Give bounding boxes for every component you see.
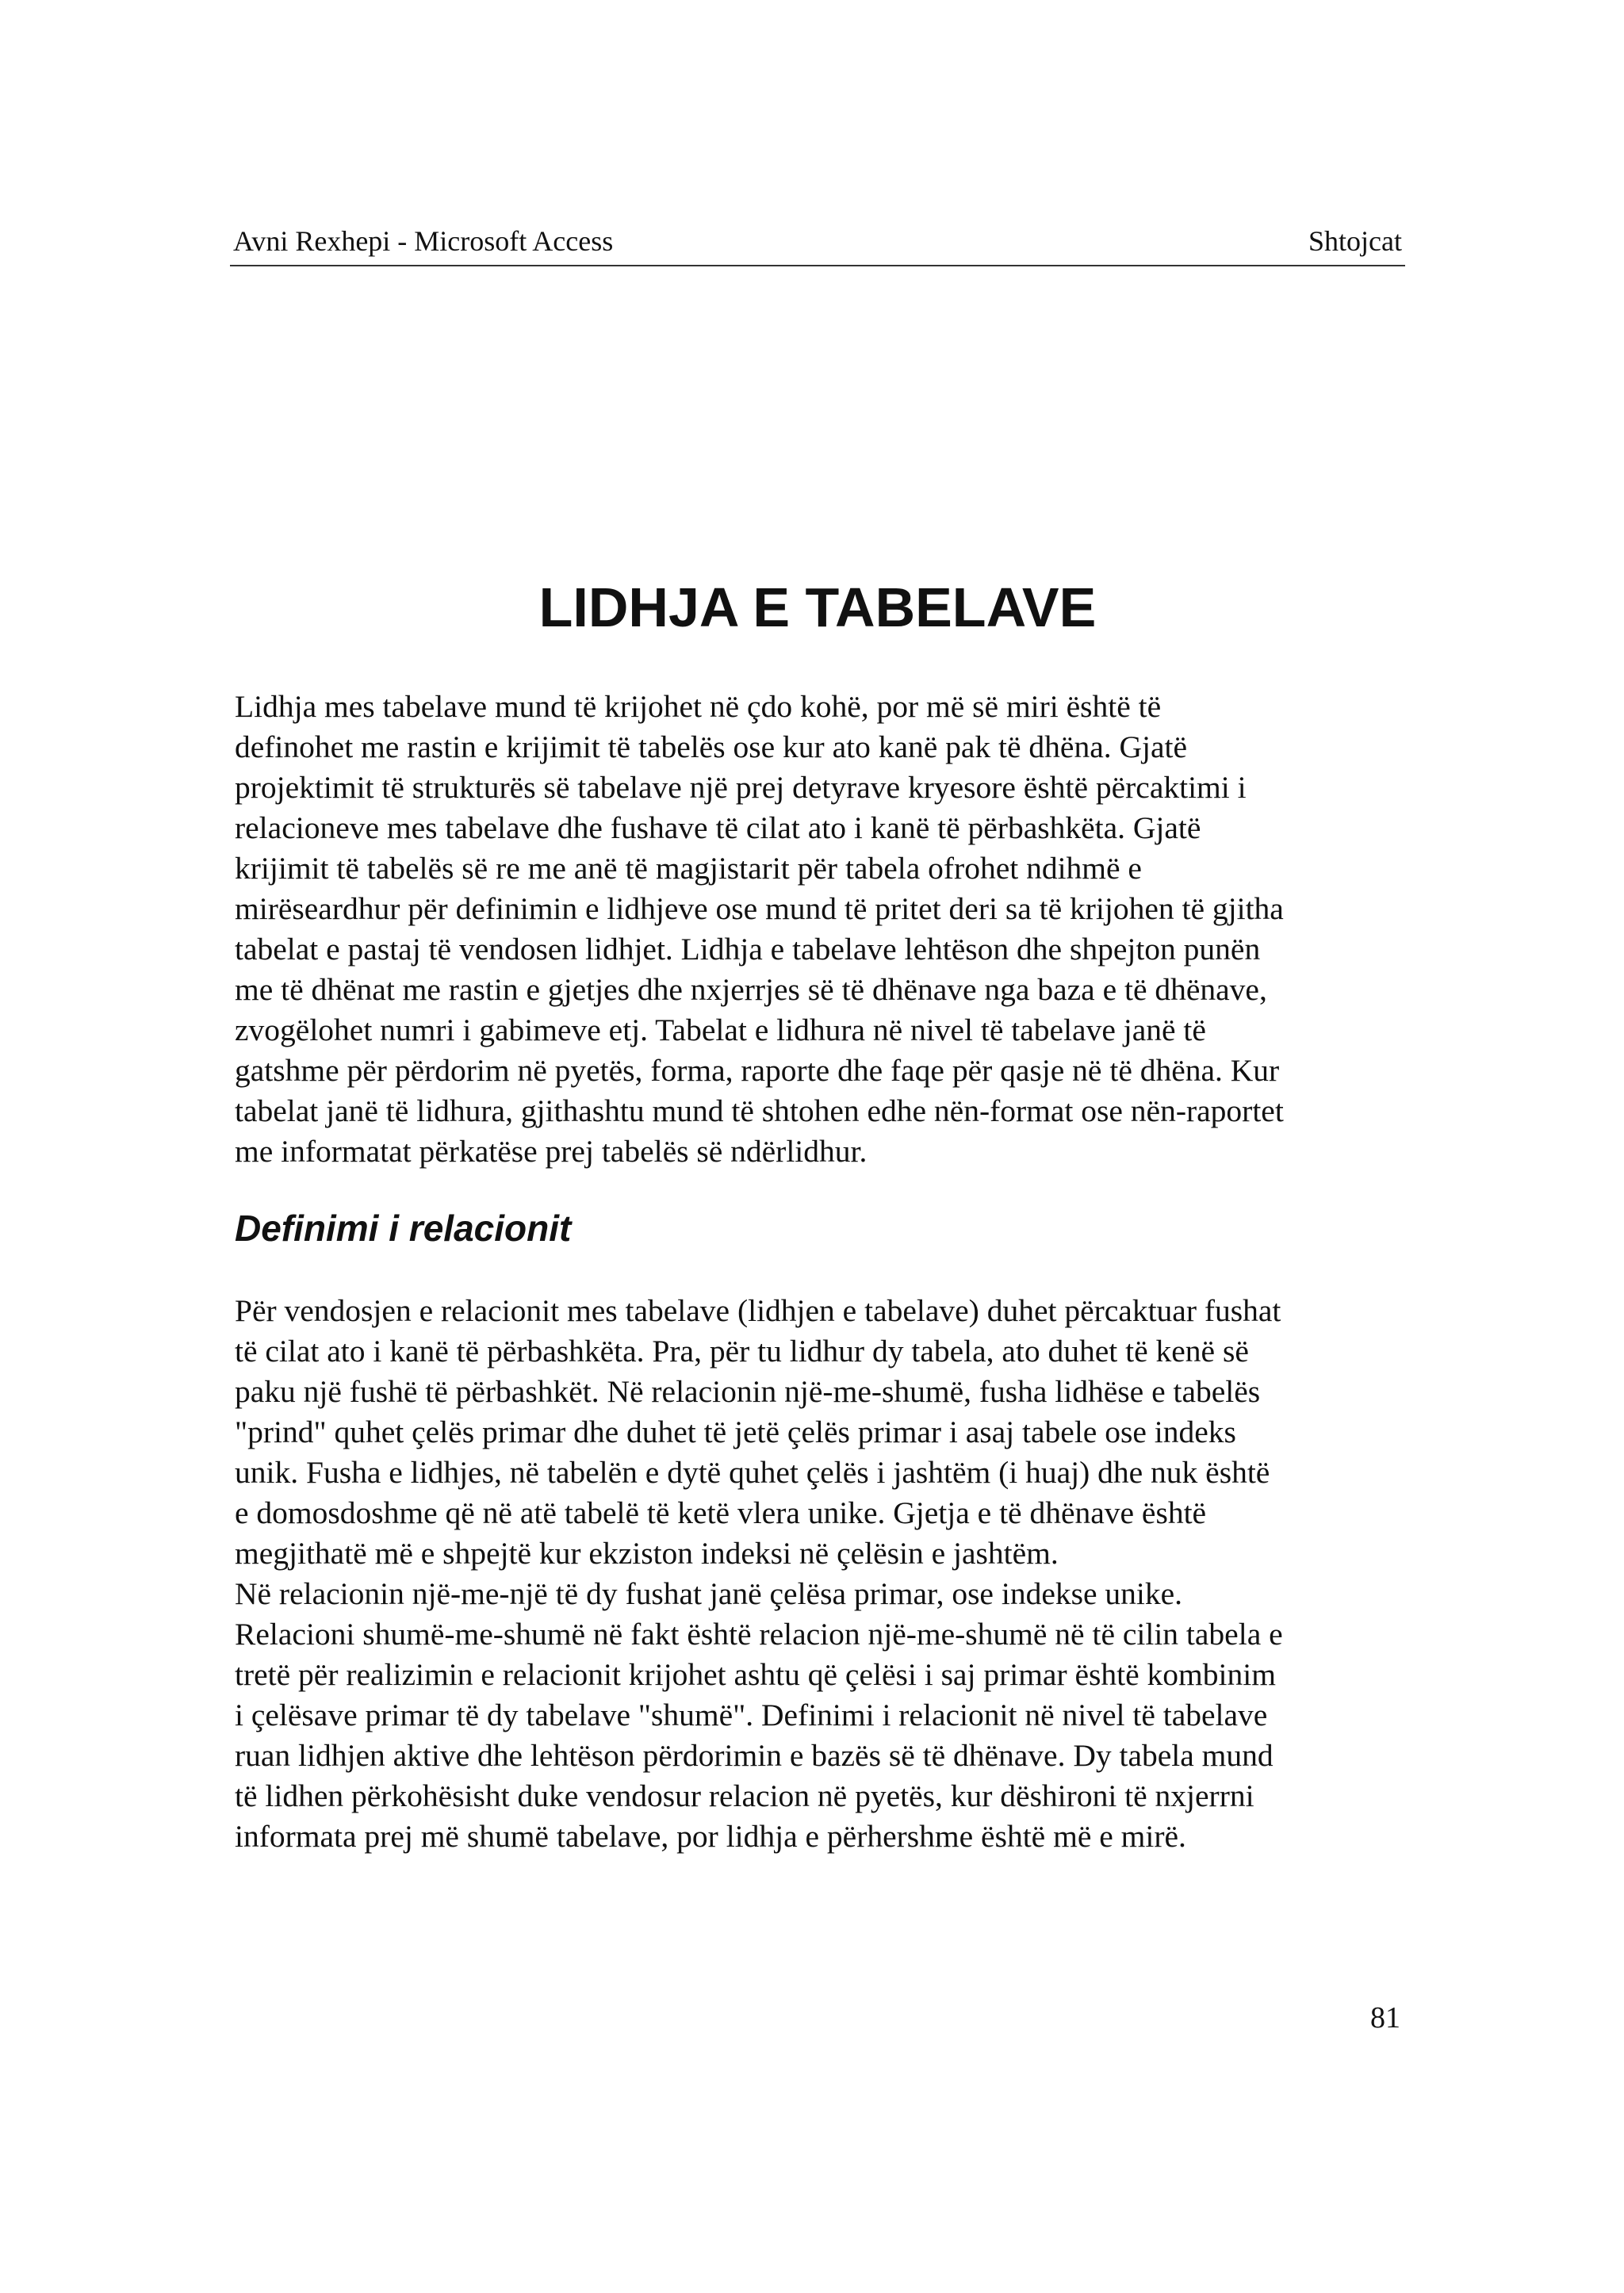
text-line: tabelat janë të lidhura, gjithashtu mund të shtohen edhe nën-format ose nën-raportet — [235, 1093, 1284, 1128]
text-line: të cilat ato i kanë të përbashkëta. Pra, për tu lidhur dy tabela, ato duhet të kenë së — [235, 1334, 1249, 1369]
text-line: tretë për realizimin e relacionit krijohet ashtu që çelësi i saj primar është kombinim — [235, 1657, 1276, 1692]
chapter-title: LIDHJA E TABELAVE — [538, 576, 1097, 638]
text-line: Për vendosjen e relacionit mes tabelave (lidhjen e tabelave) duhet përcaktuar fushat — [235, 1293, 1281, 1328]
text-line: "prind" quhet çelës primar dhe duhet të jetë çelës primar i asaj tabele ose indeks — [235, 1414, 1236, 1449]
header-book-title: Avni Rexhepi - Microsoft Access — [233, 225, 614, 257]
text-line: të lidhen përkohësisht duke vendosur relacion në pyetës, kur dëshironi të nxjerrni — [235, 1778, 1254, 1813]
text-line: zvogëlohet numri i gabimeve etj. Tabelat e lidhura në nivel të tabelave janë të — [235, 1013, 1206, 1047]
text-line: mirëseardhur për definimin e lidhjeve ose mund të pritet deri sa të krijohen të gjitha — [235, 891, 1284, 926]
text-line: me të dhënat me rastin e gjetjes dhe nxjerrjes së të dhënave nga baza e të dhënave, — [235, 972, 1267, 1007]
header-section-name: Shtojcat — [1308, 225, 1402, 257]
relation-paragraph — [235, 1291, 1413, 1857]
text-line: e domosdoshme që në atë tabelë të ketë vlera unike. Gjetja e të dhënave është — [235, 1495, 1207, 1530]
page-number: 81 — [1370, 2001, 1400, 2035]
text-line: gatshme për përdorim në pyetës, forma, raporte dhe faqe për qasje në të dhëna. Kur — [235, 1053, 1280, 1088]
section-heading: Definimi i relacionit — [235, 1208, 572, 1249]
running-header — [230, 224, 1405, 266]
text-line: informata prej më shumë tabelave, por lidhja e përhershme është më e mirë. — [235, 1819, 1186, 1854]
text-line: unik. Fusha e lidhjes, në tabelën e dytë quhet çelës i jashtëm (i huaj) dhe nuk është — [235, 1455, 1270, 1490]
text-line: projektimit të strukturës së tabelave një prej detyrave kryesore është përcaktimi i — [235, 770, 1247, 805]
text-line: ruan lidhjen aktive dhe lehtëson përdorimin e bazës së të dhënave. Dy tabela mund — [235, 1738, 1274, 1773]
text-line: Në relacionin një-me-një të dy fushat janë çelësa primar, ose indekse unike. — [235, 1576, 1183, 1611]
intro-paragraph — [235, 687, 1413, 1172]
text-line: tabelat e pastaj të vendosen lidhjet. Lidhja e tabelave lehtëson dhe shpejton punën — [235, 932, 1261, 967]
text-line: paku një fushë të përbashkët. Në relacionin një-me-shumë, fusha lidhëse e tabelës — [235, 1374, 1261, 1409]
text-line: definohet me rastin e krijimit të tabelës ose kur ato kanë pak të dhëna. Gjatë — [235, 729, 1188, 764]
text-line: Lidhja mes tabelave mund të krijohet në çdo kohë, por më së miri është të — [235, 689, 1162, 724]
text-line: Relacioni shumë-me-shumë në fakt është relacion një-me-shumë në të cilin tabela e — [235, 1617, 1283, 1652]
text-line: relacioneve mes tabelave dhe fushave të cilat ato i kanë të përbashkëta. Gjatë — [235, 810, 1201, 845]
text-line: krijimit të tabelës së re me anë të magjistarit për tabela ofrohet ndihmë e — [235, 851, 1142, 886]
text-line: megjithatë më e shpejtë kur ekziston indeksi në çelësin e jashtëm. — [235, 1536, 1059, 1571]
text-line: i çelësave primar të dy tabelave "shumë". Definimi i relacionit në nivel të tabelave — [235, 1698, 1268, 1732]
text-line: me informatat përkatëse prej tabelës së ndërlidhur. — [235, 1134, 868, 1169]
